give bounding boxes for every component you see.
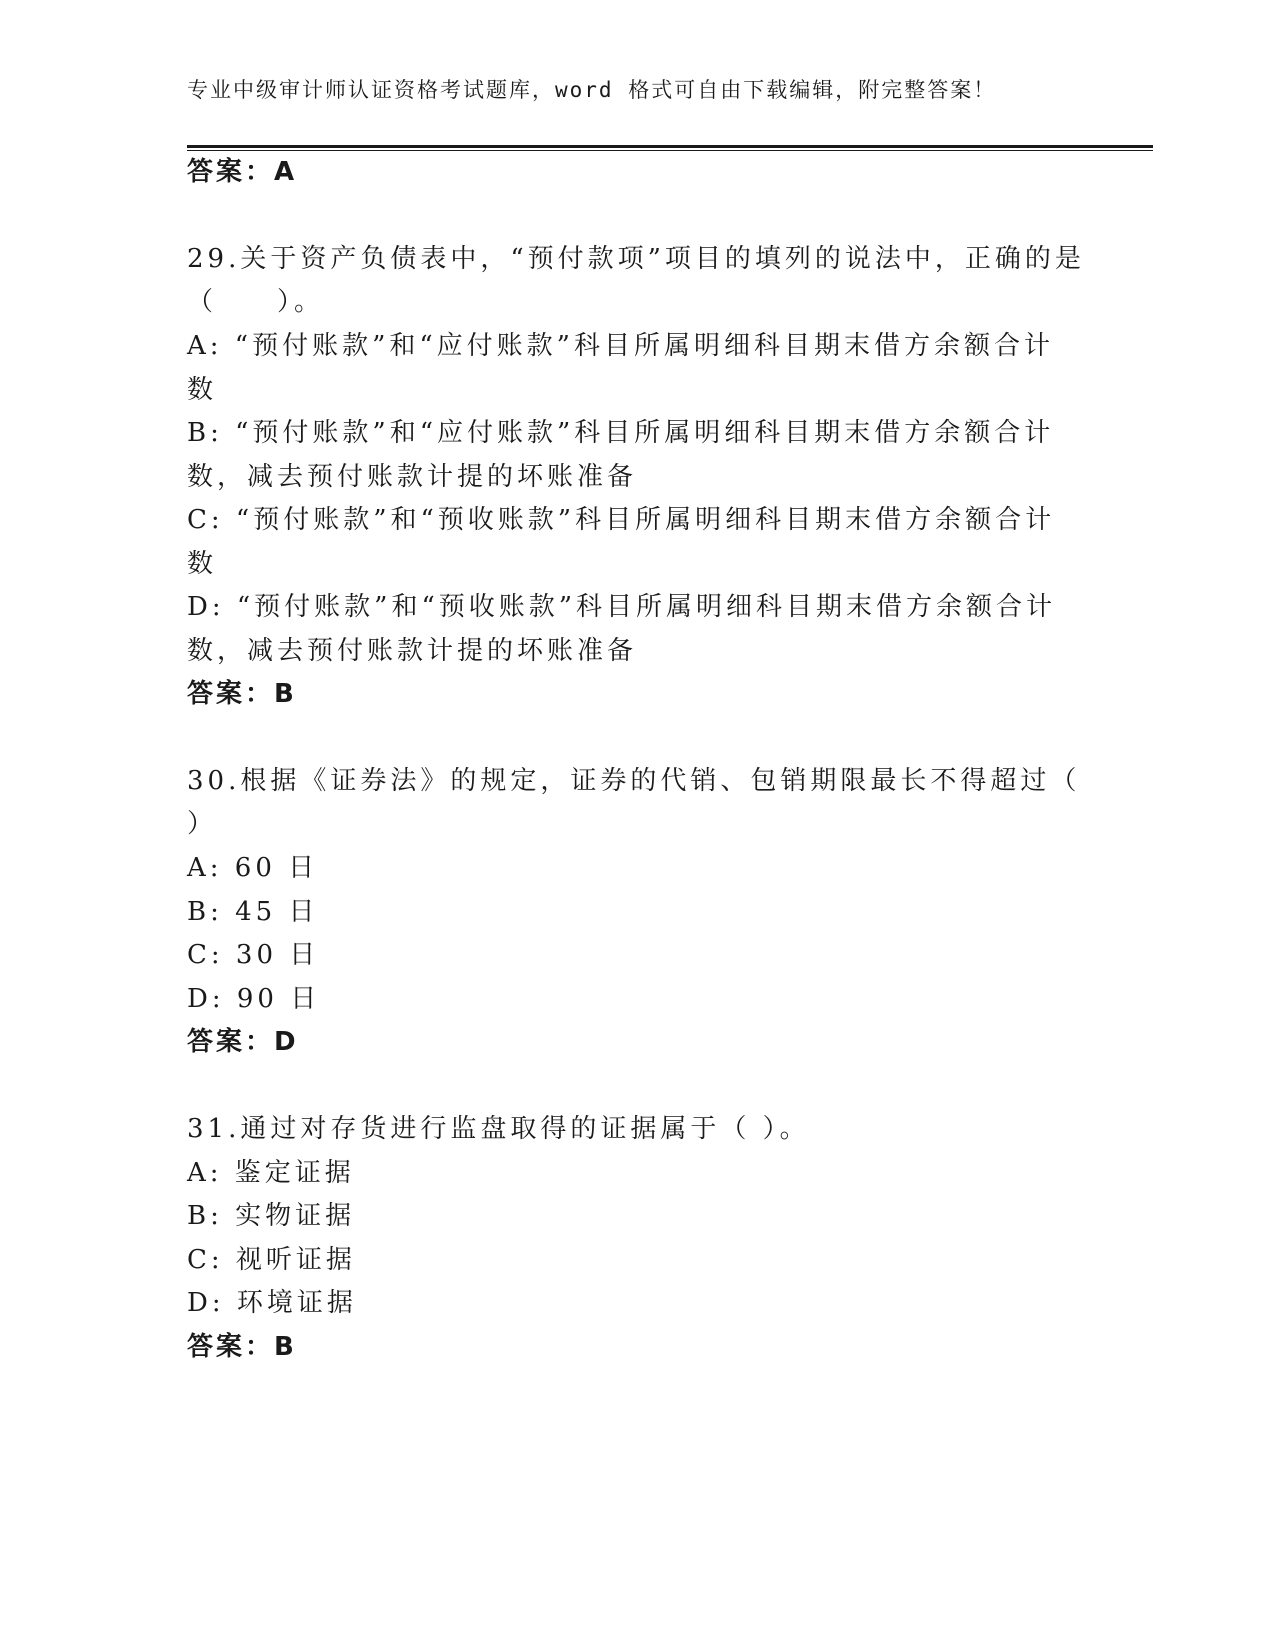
question-31-option-c: C: 视听证据 [187, 1245, 356, 1275]
question-30-stem: 30.根据《证券法》的规定，证券的代销、包销期限最长不得超过（ [187, 766, 1081, 796]
question-31-option-d: D: 环境证据 [187, 1288, 357, 1318]
header-rule-thin [187, 150, 1153, 151]
question-30-stem-cont: ） [187, 809, 218, 839]
header-rule [187, 145, 1153, 148]
previous-answer: 答案：A [187, 157, 298, 187]
question-29-option-c-cont: 数 [187, 549, 218, 579]
question-29-option-c: C: “预付账款”和“预收账款”科目所属明细科目期末借方余额合计 [187, 505, 1056, 535]
question-31-answer: 答案：B [187, 1332, 297, 1362]
question-29-option-b: B: “预付账款”和“应付账款”科目所属明细科目期末借方余额合计 [187, 418, 1055, 448]
question-30-option-c: C: 30 日 [187, 940, 320, 970]
question-30-answer: 答案：D [187, 1027, 299, 1057]
question-31-stem: 31.通过对存货进行监盘取得的证据属于（ ）。 [187, 1114, 810, 1144]
question-29-option-d: D: “预付账款”和“预收账款”科目所属明细科目期末借方余额合计 [187, 592, 1057, 622]
question-31-option-b: B: 实物证据 [187, 1201, 356, 1231]
question-29-answer: 答案：B [187, 679, 297, 709]
question-29-option-d-cont: 数，减去预付账款计提的坏账准备 [187, 636, 638, 666]
question-29-option-b-cont: 数，减去预付账款计提的坏账准备 [187, 462, 638, 492]
question-30-option-d: D: 90 日 [187, 984, 321, 1014]
question-29-option-a-cont: 数 [187, 375, 218, 405]
page-header: 专业中级审计师认证资格考试题库，word 格式可自由下载编辑，附完整答案！ [187, 78, 997, 102]
question-29-stem: 29.关于资产负债表中，“预付款项”项目的填列的说法中，正确的是 [187, 244, 1085, 274]
question-30-option-a: A: 60 日 [187, 853, 319, 883]
question-29-option-a: A: “预付账款”和“应付账款”科目所属明细科目期末借方余额合计 [187, 331, 1054, 361]
question-29-stem-cont: （ ）。 [187, 287, 325, 317]
question-31-option-a: A: 鉴定证据 [187, 1158, 355, 1188]
question-30-option-b: B: 45 日 [187, 897, 319, 927]
